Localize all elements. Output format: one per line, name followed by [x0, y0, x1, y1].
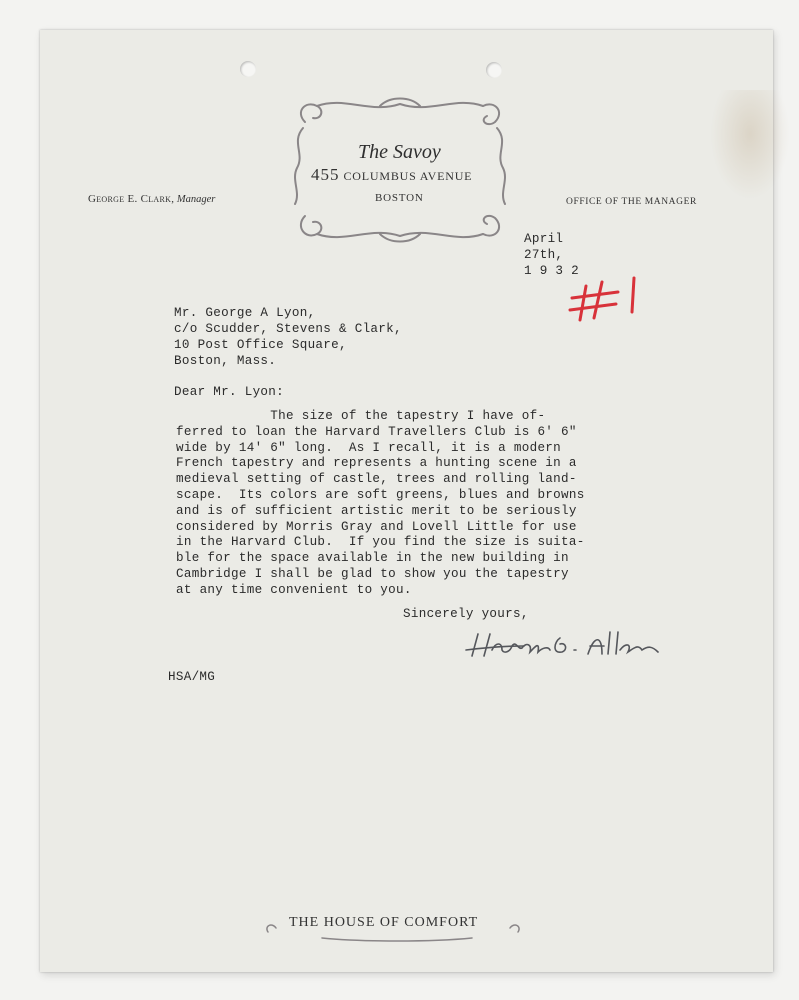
manager-title: Manager [176, 194, 216, 205]
street-name: COLUMBUS AVENUE [343, 169, 473, 183]
handwritten-signature [462, 628, 672, 662]
date-month: April [524, 232, 564, 246]
body-line: medieval setting of castle, trees and rolling land- [176, 472, 577, 487]
closing: Sincerely yours, [403, 607, 529, 621]
red-number-annotation [568, 274, 648, 326]
paper-stain [710, 90, 790, 200]
body-line: and is of sufficient artistic merit to be seriously [176, 503, 577, 518]
body-line: in the Harvard Club. If you find the size is suita- [176, 535, 585, 550]
manager-line [88, 193, 215, 205]
street-number: 455 [311, 165, 340, 184]
body-line: at any time convenient to you. [176, 582, 412, 597]
recipient-line: c/o Scudder, Stevens & Clark, [174, 322, 402, 336]
recipient-line: 10 Post Office Square, [174, 338, 347, 352]
office-of-manager: OFFICE OF THE MANAGER [566, 197, 697, 207]
salutation: Dear Mr. Lyon: [174, 385, 285, 399]
body-line: considered by Morris Gray and Lovell Little for use [176, 519, 577, 534]
city: BOSTON [375, 192, 424, 204]
date-year: 1 9 3 2 [524, 264, 580, 278]
street-address [311, 165, 472, 185]
body-line: wide by 14' 6" long. As I recall, it is a modern [176, 440, 562, 455]
punch-hole [240, 61, 256, 77]
manager-name: George E. Clark, [88, 193, 175, 205]
punch-hole [486, 62, 502, 78]
recipient-line: Mr. George A Lyon, [174, 306, 316, 320]
typist-initials: HSA/MG [168, 670, 216, 684]
recipient-line: Boston, Mass. [174, 354, 277, 368]
letter-body [176, 409, 585, 599]
body-line: ferred to loan the Harvard Travellers Club is 6' 6" [176, 424, 577, 439]
date-day: 27th, [524, 248, 564, 262]
body-line: The size of the tapestry I have of- [176, 409, 546, 423]
body-line: French tapestry and represents a hunting scene in a [176, 456, 577, 471]
hotel-name: The Savoy [358, 141, 441, 163]
footer-slogan: THE HOUSE OF COMFORT [289, 915, 479, 930]
body-line: ble for the space available in the new building in [176, 551, 569, 566]
body-line: Cambridge I shall be glad to show you the tapestry [176, 566, 569, 581]
body-line: scape. Its colors are soft greens, blues and browns [176, 487, 585, 502]
